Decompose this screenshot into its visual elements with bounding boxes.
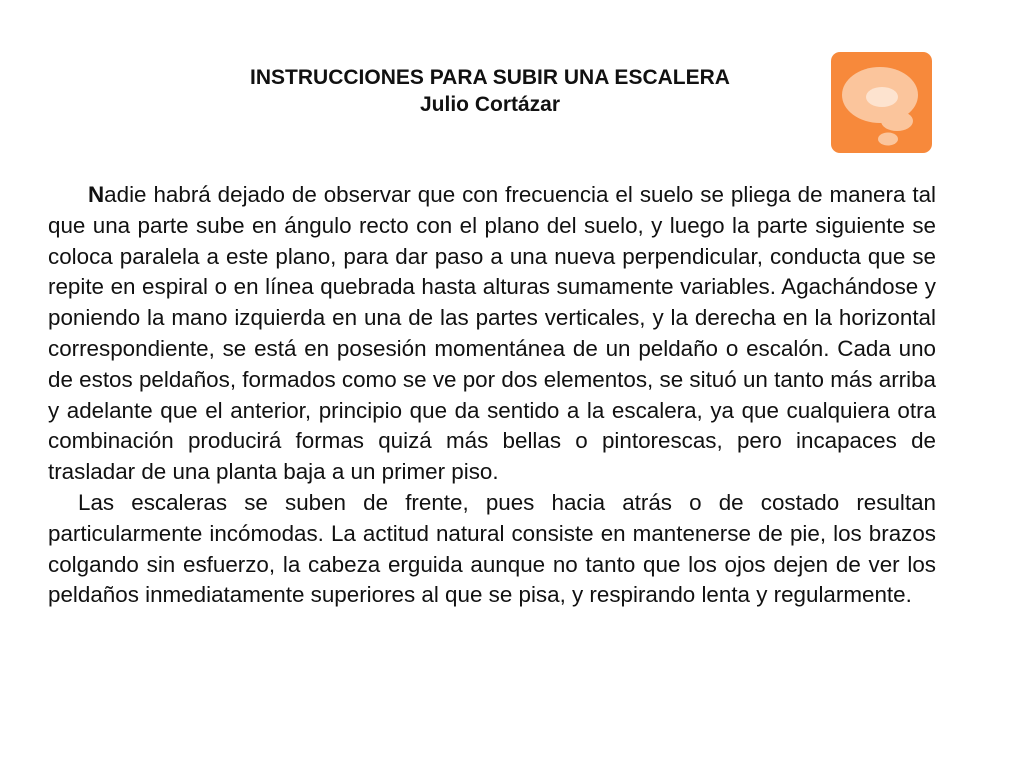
logo-small-bubble bbox=[878, 133, 898, 146]
logo-medium-bubble bbox=[881, 111, 913, 131]
title-block bbox=[150, 64, 830, 118]
paragraph-2: Las escaleras se suben de frente, pues hacia atrás o de costado resultan particularmente incómodas. La actitud natural consiste en mantenerse de pie, los brazos colgando sin esfuerzo, la cabeza erguida aunque no tanto que los ojos dejen de ver los peldaños inmediatamente superiores al que se pisa, y respirando lenta y regularmente. bbox=[48, 489, 936, 608]
logo-bubble-highlight bbox=[866, 87, 898, 107]
paragraph-1-text: adie habrá dejado de observar que con frecuencia el suelo se pliega de manera tal que una parte sube en ángulo recto con el plano del suelo, y luego la parte siguiente se coloca paralela a este plano, para dar paso a una nueva perpendicular, conducta que se repite en espiral o en línea quebrada hasta alturas sumamente variables. Agachándose y poniendo la mano izquierda en una de las partes verticales, y la derecha en la horizontal correspondiente, se está en posesión momentánea de un peldaño o escalón. Cada uno de estos peldaños, formados como se ve por dos elementos, se situó un tanto más arriba y adelante que el anterior, principio que da sentido a la escalera, ya que cualquiera otra combinación producirá formas quizá más bellas o pintorescas, pero incapaces de trasladar de una planta baja a un primer piso. bbox=[48, 182, 936, 485]
page-title: INSTRUCCIONES PARA SUBIR UNA ESCALERA bbox=[250, 66, 730, 89]
thought-bubble-icon bbox=[831, 52, 932, 153]
paragraph-1 bbox=[48, 180, 936, 488]
body-text bbox=[48, 180, 936, 611]
paragraph-1-initial: N bbox=[88, 182, 105, 207]
thought-bubble-graphic bbox=[831, 52, 932, 153]
author-name: Julio Cortázar bbox=[419, 93, 561, 116]
